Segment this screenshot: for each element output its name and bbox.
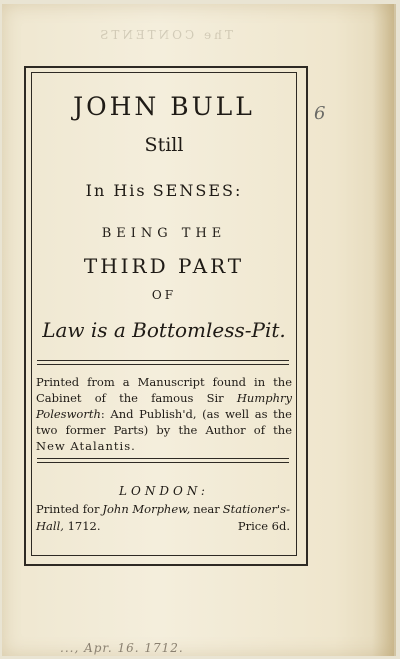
printed-from-manuscript-paragraph (36, 374, 292, 454)
bleed-through-text: The CONTENTS (97, 28, 233, 42)
title-in-his-senses (31, 181, 297, 200)
imprint-line-2 (36, 519, 290, 533)
subtitle-of: OF (151, 288, 177, 302)
imprint-stationers: Stationer's- (222, 502, 290, 516)
printed-text-part2: : And Publish'd, (as well as the two former Parts) by the Author of the (36, 407, 292, 437)
double-rule-bottom-b (37, 462, 289, 463)
imprint-hall-year (36, 519, 101, 533)
title-john-bull: JOHN BULL (73, 92, 255, 121)
printed-text-part1: Printed from a Manuscript found in the Cabinet of the famous Sir (36, 375, 292, 405)
imprint-publisher: John Morphew, (102, 502, 191, 516)
title-in-his: In His (85, 181, 147, 200)
printed-text-name: Humphry Polesworth (36, 391, 293, 421)
page-edge-shading (372, 4, 396, 656)
imprint-price: Price 6d. (237, 519, 290, 533)
printed-text-book: New Atalantis. (36, 439, 136, 453)
double-rule-bottom-a (37, 458, 289, 459)
double-rule-top-b (37, 364, 289, 365)
double-rule-top-a (37, 360, 289, 361)
subtitle-law-bottomless-pit: Law is a Bottomless-Pit. (42, 318, 286, 342)
manuscript-date-note: ..., Apr. 16. 1712. (60, 641, 184, 655)
subtitle-being-the: BEING THE (101, 226, 227, 241)
imprint-hall: Hall, (36, 519, 64, 533)
imprint-year: 1712. (67, 519, 101, 533)
imprint-printed-for: Printed for (36, 502, 100, 516)
title-still: Still (144, 134, 184, 156)
subtitle-third-part: THIRD PART (83, 254, 245, 278)
manuscript-page-number: 6 (314, 103, 326, 124)
imprint-near: near (193, 502, 220, 516)
imprint-line-1 (36, 502, 290, 516)
title-senses: SENSES: (152, 181, 243, 200)
imprint-place: LONDON: (119, 484, 209, 498)
